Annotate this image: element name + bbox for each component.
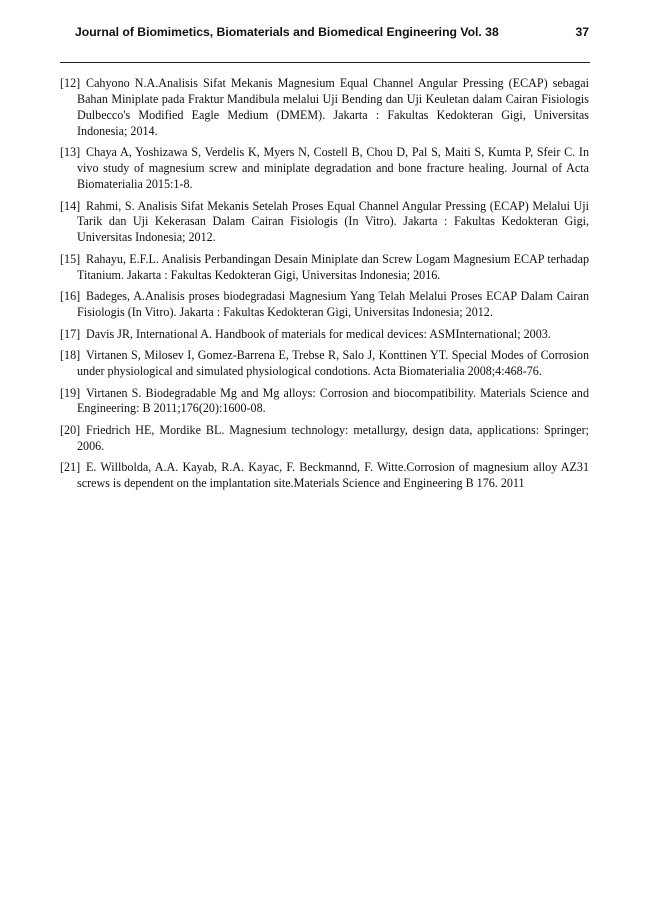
reference-number: [14]: [60, 198, 81, 213]
reference-item: [60, 423, 589, 455]
reference-item: [60, 327, 589, 343]
reference-number: [20]: [60, 422, 81, 437]
page-number: 37: [575, 25, 589, 39]
reference-item: [60, 460, 589, 492]
reference-text: Chaya A, Yoshizawa S, Verdelis K, Myers N, Costell B, Chou D, Pal S, Maiti S, Kumta P, Sfeir C. In vivo study of magnesium screw and miniplate degradation and bone fracture healing. Journal of Acta Biomaterialia 2015:1-8.: [77, 145, 589, 192]
reference-number: [13]: [60, 145, 81, 160]
reference-item: [60, 289, 589, 321]
header-divider: [60, 62, 590, 63]
reference-item: [60, 348, 589, 380]
reference-number: [16]: [60, 289, 81, 304]
reference-text: Rahmi, S. Analisis Sifat Mekanis Setelah Proses Equal Channel Angular Pressing (ECAP) Melalui Uji Tarik dan Uji Kekerasan Dalam Cairan Fisiologis (In Vitro). Jakarta : Fakultas Kedokteran Gigi, Universitas Indonesia; 2012.: [77, 198, 589, 245]
reference-text: E. Willbolda, A.A. Kayab, R.A. Kayac, F. Beckmannd, F. Witte.Corrosion of magnesium alloy AZ31 screws is dependent on the implantation site.Materials Science and Engineering B 176. 2011: [77, 460, 589, 491]
reference-number: [15]: [60, 251, 81, 266]
reference-number: [12]: [60, 76, 81, 90]
reference-number: [19]: [60, 385, 81, 400]
reference-text: Virtanen S, Milosev I, Gomez-Barrena E, Trebse R, Salo J, Konttinen YT. Special Modes of Corrosion under physiological and simulated physiological condotions. Acta Biomaterialia 2008;4:468-76.: [77, 348, 589, 379]
reference-item: [60, 145, 589, 193]
reference-text: Badeges, A.Analisis proses biodegradasi Magnesium Yang Telah Melalui Proses ECAP Dalam Cairan Fisiologis (In Vitro). Jakarta : Fakultas Kedokteran Gigi, Universitas Indonesia; 2012.: [77, 289, 589, 320]
reference-item: [60, 199, 589, 247]
reference-text: Rahayu, E.F.L. Analisis Perbandingan Desain Miniplate dan Screw Logam Magnesium ECAP terhadap Titanium. Jakarta : Fakultas Kedokteran Gigi, Universitas Indonesia; 2016.: [77, 251, 589, 282]
reference-text: Friedrich HE, Mordike BL. Magnesium technology: metallurgy, design data, applications: Springer; 2006.: [77, 422, 589, 453]
reference-text: Cahyono N.A.Analisis Sifat Mekanis Magnesium Equal Channel Angular Pressing (ECAP) sebagai Bahan Miniplate pada Fraktur Mandibula melalui Uji Bending dan Uji Keuletan dalam Cairan Fisiologis Dulbecco's Modified Eagle Medium (DMEM). Jakarta : Fakultas Kedokteran Gigi, Universitas Indonesia; 2014.: [77, 76, 589, 138]
reference-list: [60, 76, 589, 498]
journal-title: Journal of Biomimetics, Biomaterials and Biomedical Engineering Vol. 38: [75, 25, 499, 39]
reference-number: [18]: [60, 348, 81, 363]
reference-number: [21]: [60, 460, 81, 475]
reference-text: Virtanen S. Biodegradable Mg and Mg alloys: Corrosion and biocompatibility. Materials Science and Engineering: B 2011;176(20):1600-08.: [77, 385, 589, 416]
running-header: [75, 23, 589, 41]
reference-item: [60, 76, 589, 140]
reference-item: [60, 252, 589, 284]
reference-item: [60, 386, 589, 418]
reference-number: [17]: [60, 326, 81, 341]
reference-text: Davis JR, International A. Handbook of materials for medical devices: ASMInternational; 2003.: [86, 326, 551, 341]
